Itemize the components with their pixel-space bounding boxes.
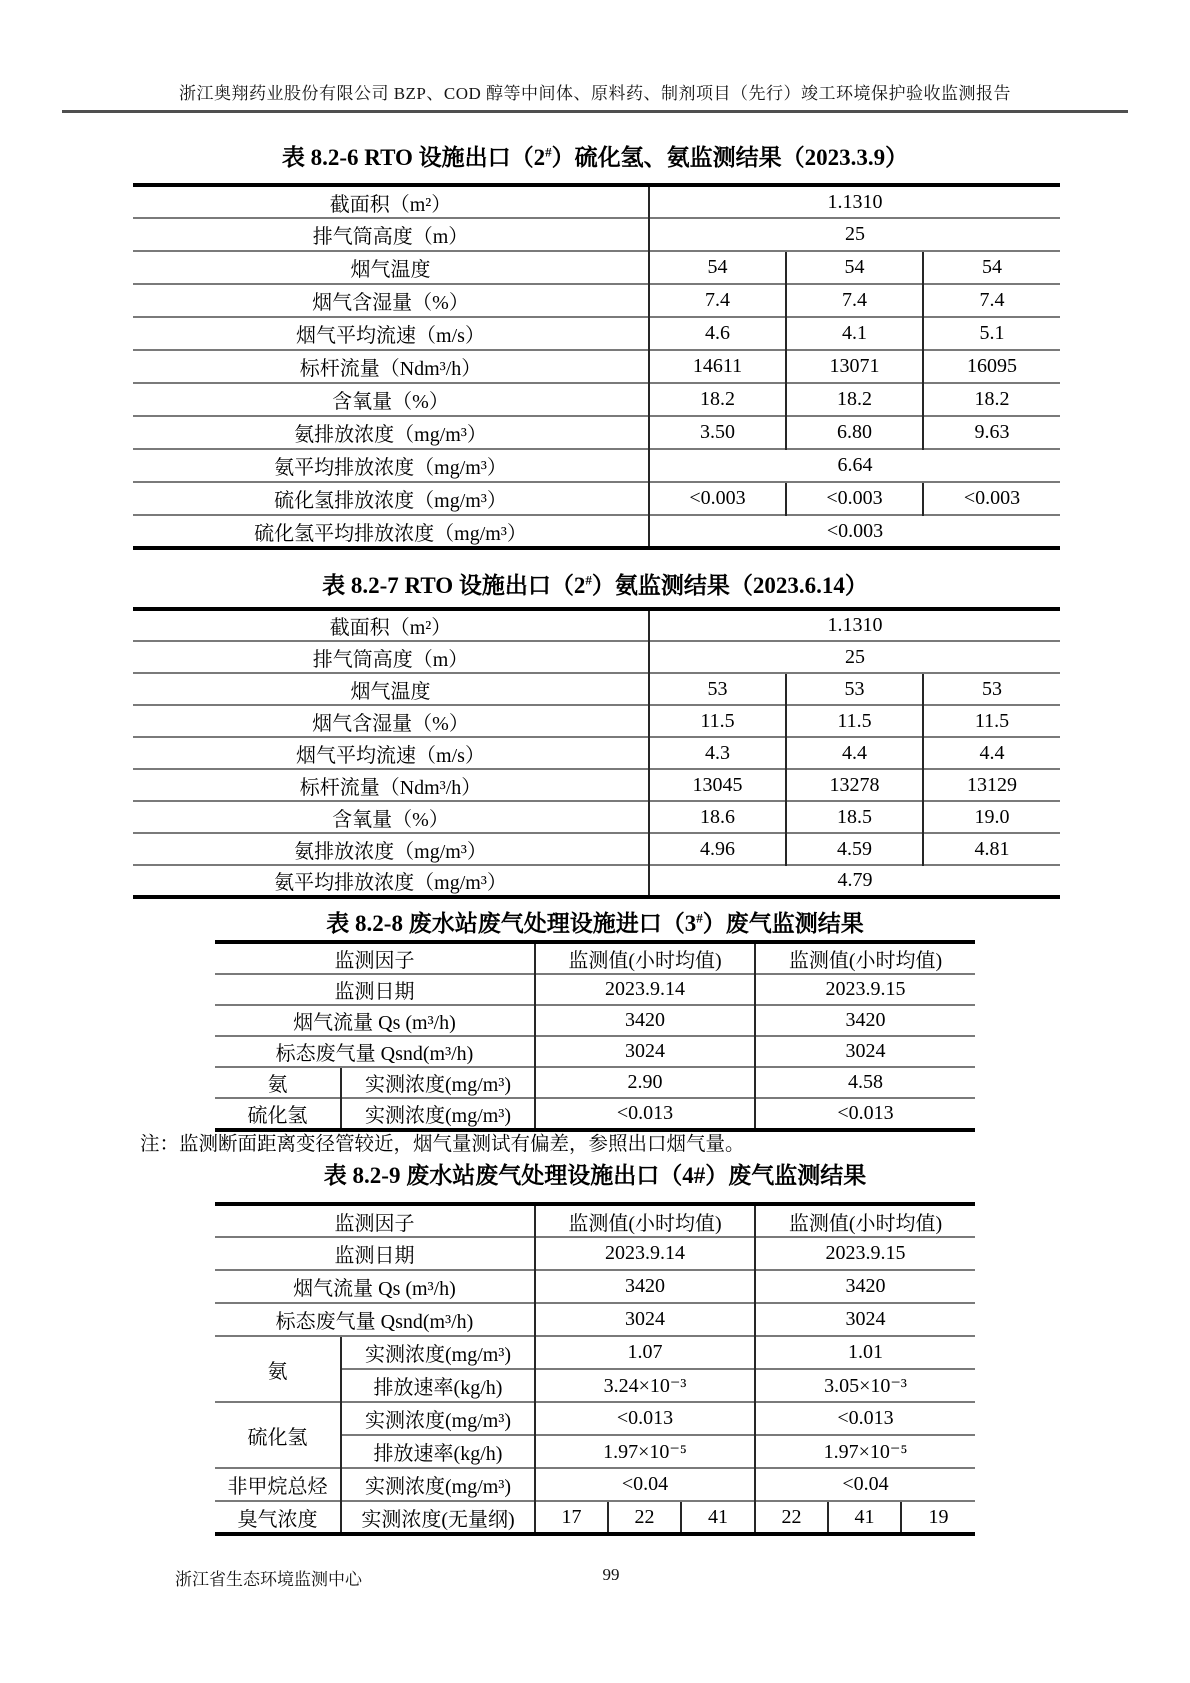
table-row [215,1336,975,1369]
value-cell: 2023.9.14 [535,974,755,1005]
value-cell: 4.58 [755,1067,975,1098]
row-label-cell: 排气筒高度（m） [133,218,649,251]
page-number: 99 [602,1565,620,1584]
row-label-cell: 监测因子 [334,950,415,972]
value-cell: 4.1 [786,317,923,350]
table-row [215,1303,975,1336]
row-label-cell: 截面积（m²） [329,193,452,216]
value-cell: 6.64 [649,449,1060,482]
table-8-2-8-title [0,905,1190,938]
table-row [133,737,1060,769]
value-cell: 18.2 [649,383,786,416]
value-cell: <0.013 [755,1098,975,1130]
value-cell: 4.4 [923,737,1060,769]
table-row [133,416,1060,449]
column-header-cell: 监测值(小时均值) [535,942,755,974]
running-header: 浙江奥翔药业股份有限公司 BZP、COD 醇等中间体、原料药、制剂项目（先行）竣工环境保护验收监测报告 [178,84,1012,103]
value-cell: 3420 [755,1270,975,1303]
value-cell: 22 [608,1501,681,1534]
value-cell: 53 [923,673,1060,705]
parameter-cell: 实测浓度(无量纲) [341,1501,535,1534]
value-cell: 7.4 [923,284,1060,317]
table-row [133,673,1060,705]
value-cell: 3.05×10⁻³ [755,1369,975,1402]
value-cell: 53 [786,673,923,705]
row-label-cell: 氨平均排放浓度（mg/m³） [133,449,649,482]
table-row [215,1237,975,1270]
table-note: 注：监测断面距离变径管较近，烟气量测试有偏差，参照出口烟气量。 [140,1134,745,1155]
value-cell: 6.80 [786,416,923,449]
table-row [215,1098,975,1130]
value-cell: 9.63 [923,416,1060,449]
value-cell: 1.1310 [649,609,1060,641]
value-cell: 4.81 [923,833,1060,865]
row-label-cell: 截面积（m²） [329,617,452,639]
row-label-cell: 氨排放浓度（mg/m³） [133,833,649,865]
row-label-cell: 硫化氢平均排放浓度（mg/m³） [133,515,649,548]
row-label-cell: 烟气温度 [133,673,649,705]
value-cell: <0.003 [649,515,1060,548]
table-row [215,942,975,974]
value-cell: 3420 [535,1005,755,1036]
row-label-cell: 排气筒高度（m） [133,641,649,673]
row-label-cell: 含氧量（%） [133,383,649,416]
value-cell: 25 [649,641,1060,673]
title-superscript: # [585,572,592,588]
table-row [215,974,975,1005]
value-cell: 2023.9.14 [535,1237,755,1270]
title-superscript: # [696,910,703,926]
value-cell: <0.04 [535,1468,755,1501]
table-row [215,1005,975,1036]
value-cell: 1.1310 [649,185,1060,218]
table-row [215,1036,975,1067]
value-cell: 13278 [786,769,923,801]
title-text: 表 8.2-7 RTO 设施出口（2 [322,573,586,598]
table-8-2-9 [215,1202,975,1536]
title-text: ）硫化氢、氨监测结果（2023.3.9） [551,145,909,170]
value-cell: 2023.9.15 [755,1237,975,1270]
value-cell: 16095 [923,350,1060,383]
value-cell: 5.1 [923,317,1060,350]
value-cell: 11.5 [786,705,923,737]
table-row [133,449,1060,482]
value-cell: 1.97×10⁻⁵ [535,1435,755,1468]
table-row [215,1501,975,1534]
value-cell: 4.96 [649,833,786,865]
row-label-cell: 监测日期 [215,1237,535,1270]
value-cell: 17 [535,1501,608,1534]
value-cell: 3.50 [649,416,786,449]
table-row [133,705,1060,737]
column-header-cell: 监测值(小时均值) [755,1204,975,1237]
parameter-cell: 排放速率(kg/h) [341,1369,535,1402]
table-row [133,609,1060,641]
row-label-cell: 烟气平均流速（m/s） [133,317,649,350]
value-cell: 4.6 [649,317,786,350]
table-8-2-7-title [0,567,1190,600]
row-label-cell: 标态废气量 Qsnd(m³/h) [215,1036,535,1067]
title-text: 表 8.2-6 RTO 设施出口（2 [281,145,546,170]
value-cell: 13071 [786,350,923,383]
row-label-cell: 标杆流量（Ndm³/h） [133,350,649,383]
table-row [215,1468,975,1501]
table-row [133,317,1060,350]
value-cell: 19.0 [923,801,1060,833]
value-cell: 3.24×10⁻³ [535,1369,755,1402]
table-row [133,284,1060,317]
parameter-cell: 实测浓度(mg/m³) [341,1468,535,1501]
title-superscript: # [545,144,552,160]
table-row [133,769,1060,801]
value-cell: 3420 [535,1270,755,1303]
table-8-2-6-title [0,139,1190,172]
value-cell: 54 [923,251,1060,284]
title-text: ）废气监测结果 [702,911,864,936]
value-cell: 2.90 [535,1067,755,1098]
value-cell: 53 [649,673,786,705]
table-row [133,251,1060,284]
category-cell: 硫化氢 [215,1098,341,1130]
column-header-cell: 监测值(小时均值) [535,1204,755,1237]
value-cell: 54 [786,251,923,284]
table-row [133,515,1060,548]
value-cell: 18.6 [649,801,786,833]
table-row [133,185,1060,218]
value-cell: <0.013 [755,1402,975,1435]
header-rule [62,110,1128,113]
title-text: 表 8.2-8 废水站废气处理设施进口（3 [326,911,697,936]
table-8-2-7 [133,607,1060,899]
title-text: ）氨监测结果（2023.6.14） [591,573,868,598]
value-cell: 14611 [649,350,786,383]
value-cell: 13129 [923,769,1060,801]
row-label-cell: 烟气流量 Qs (m³/h) [215,1005,535,1036]
value-cell: <0.003 [649,482,786,515]
category-cell: 氨 [215,1067,341,1098]
table-row [133,801,1060,833]
table-row [215,1270,975,1303]
table-8-2-9-title [0,1157,1190,1190]
category-cell: 硫化氢 [215,1402,341,1468]
row-label-cell: 氨平均排放浓度（mg/m³） [133,865,649,897]
category-cell: 臭气浓度 [215,1501,341,1534]
table-row [133,641,1060,673]
value-cell: 4.59 [786,833,923,865]
row-label-cell: 硫化氢排放浓度（mg/m³） [133,482,649,515]
value-cell: 3420 [755,1005,975,1036]
title-text: 表 8.2-9 废水站废气处理设施出口（4#）废气监测结果 [323,1163,867,1188]
value-cell: 25 [649,218,1060,251]
table-row [215,1204,975,1237]
table-row [215,1402,975,1435]
value-cell: 3024 [535,1303,755,1336]
table-8-2-8 [215,940,975,1132]
table-row [133,350,1060,383]
value-cell: <0.003 [923,482,1060,515]
value-cell: 13045 [649,769,786,801]
value-cell: 18.2 [923,383,1060,416]
value-cell: 2023.9.15 [755,974,975,1005]
value-cell: 54 [649,251,786,284]
value-cell: 41 [681,1501,755,1534]
value-cell: 4.79 [649,865,1060,897]
value-cell: 1.01 [755,1336,975,1369]
value-cell: <0.04 [755,1468,975,1501]
footer-org-name: 浙江省生态环境监测中心 [175,1570,362,1589]
parameter-cell: 排放速率(kg/h) [341,1435,535,1468]
table-row [133,833,1060,865]
table-row [133,865,1060,897]
value-cell: 41 [828,1501,901,1534]
table-8-2-6 [133,183,1060,550]
value-cell: 4.3 [649,737,786,769]
value-cell: 3024 [755,1036,975,1067]
row-label-cell: 氨排放浓度（mg/m³） [133,416,649,449]
table-row [133,383,1060,416]
value-cell: 18.5 [786,801,923,833]
value-cell: 3024 [755,1303,975,1336]
row-label-cell: 标杆流量（Ndm³/h） [133,769,649,801]
value-cell: 1.97×10⁻⁵ [755,1435,975,1468]
table-row [133,482,1060,515]
value-cell: <0.013 [535,1402,755,1435]
row-label-cell: 监测日期 [215,974,535,1005]
parameter-cell: 实测浓度(mg/m³) [341,1098,535,1130]
value-cell: 11.5 [649,705,786,737]
column-header-cell: 监测值(小时均值) [755,942,975,974]
parameter-cell: 实测浓度(mg/m³) [341,1402,535,1435]
category-cell: 氨 [215,1336,341,1402]
value-cell: 11.5 [923,705,1060,737]
value-cell: 7.4 [786,284,923,317]
category-cell: 非甲烷总烃 [215,1468,341,1501]
value-cell: <0.003 [786,482,923,515]
value-cell: 18.2 [786,383,923,416]
row-label-cell: 烟气流量 Qs (m³/h) [215,1270,535,1303]
value-cell: 19 [901,1501,975,1534]
parameter-cell: 实测浓度(mg/m³) [341,1336,535,1369]
value-cell: 3024 [535,1036,755,1067]
table-row [133,218,1060,251]
value-cell: 4.4 [786,737,923,769]
row-label-cell: 烟气含湿量（%） [133,284,649,317]
value-cell: 1.07 [535,1336,755,1369]
table-row [215,1067,975,1098]
value-cell: 7.4 [649,284,786,317]
row-label-cell: 监测因子 [334,1212,415,1235]
value-cell: <0.013 [535,1098,755,1130]
row-label-cell: 烟气平均流速（m/s） [133,737,649,769]
parameter-cell: 实测浓度(mg/m³) [341,1067,535,1098]
value-cell: 22 [755,1501,828,1534]
row-label-cell: 烟气温度 [133,251,649,284]
row-label-cell: 烟气含湿量（%） [133,705,649,737]
row-label-cell: 含氧量（%） [133,801,649,833]
row-label-cell: 标态废气量 Qsnd(m³/h) [215,1303,535,1336]
